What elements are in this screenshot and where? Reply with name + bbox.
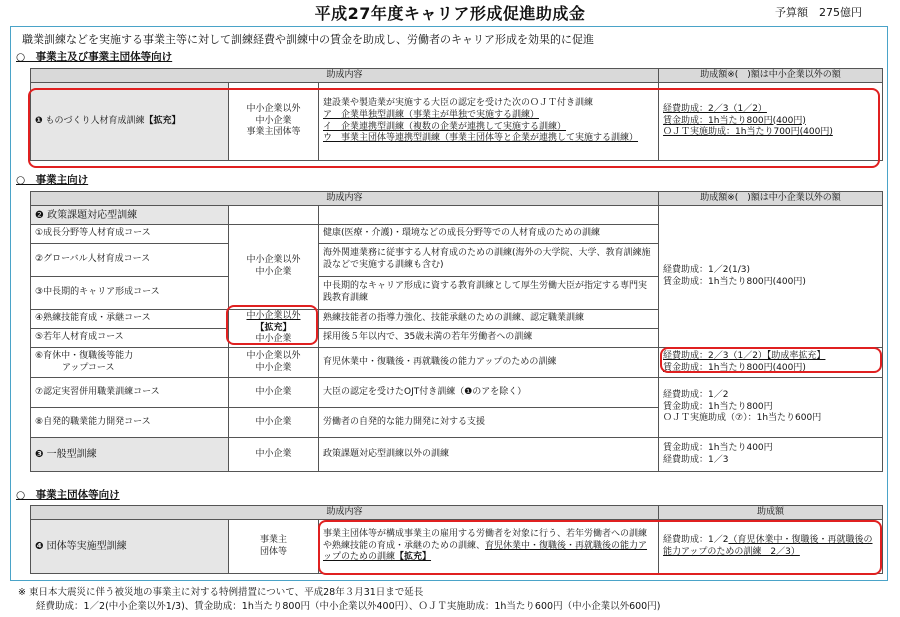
course-name: ①成長分野等人材育成コース (31, 225, 229, 244)
group-title: ❷ 政策課題対応型訓練 (31, 206, 229, 225)
course-content: 大臣の認定を受けたOJT付き訓練（❶のアを除く） (319, 378, 659, 408)
general-amount: 賃金助成：1h当たり400円 経費助成：1／3 (659, 438, 883, 472)
target-cell: 中小企業 (229, 438, 319, 472)
course-name: ⑧自発的職業能力開発コース (31, 408, 229, 438)
group-training-name: ❹ 団体等実施型訓練 (31, 520, 229, 574)
budget-label: 予算額 275億円 (775, 6, 862, 19)
intro-text: 職業訓練などを実施する事業主等に対して訓練経費や訓練中の賃金を助成し、労働者のキャリア形成を効果的に促進 (22, 33, 594, 46)
course-content: 育児休業中・復職後・再就職後の能力アップのための訓練 (319, 348, 659, 378)
section-heading-employers-and-groups: ○ 事業主及び事業主団体等向け (16, 51, 173, 63)
target-cell: 中小企業以外 【拡充】 中小企業 (229, 310, 319, 348)
course-content: 健康(医療・介護)・環境などの成長分野等での人材育成のための訓練 (319, 225, 659, 244)
section-heading-employer-groups: ○ 事業主団体等向け (16, 489, 120, 501)
course-name: ②グローバル人材育成コース (31, 244, 229, 277)
col-header-content: 助成内容 (31, 69, 659, 83)
col-header-content: 助成内容 (31, 192, 659, 206)
target-cell: 事業主 団体等 (229, 520, 319, 574)
group-training-amount: 経費助成：1／2（育児休業中・復職後・再就職後の能力アップのための訓練 2／3） (659, 520, 883, 574)
general-training-name: ❸ 一般型訓練 (31, 438, 229, 472)
target-cell: 中小企業以外 中小企業 (229, 348, 319, 378)
col-header-amount: 助成額 (659, 506, 883, 520)
course-name: ④熟練技能育成・承継コース (31, 310, 229, 329)
footnote-line-2: 経費助成：1／2(中小企業以外1/3)、賃金助成：1h当たり800円（中小企業以外400円）、ＯＪＴ実施助成：1h当たり600円（中小企業以外600円) (36, 601, 661, 612)
course-name: ③中長期的キャリア形成コース (31, 277, 229, 310)
course-content: 熟練技能者の指導力強化、技能承継のための訓練、認定職業訓練 (319, 310, 659, 329)
target-cell: 中小企業 (229, 378, 319, 408)
general-content: 政策課題対応型訓練以外の訓練 (319, 438, 659, 472)
program-content: 建設業や製造業が実施する大臣の認定を受けた次のＯＪＴ付き訓練 ア 企業単独型訓練（事業主が単独で実施する訓練） イ 企業連携型訓練（複数の企業が連携して実施する訓練） ウ 事業主団体等連携型訓練（事業主団体等と企業が連携して実施する訓練） (319, 83, 659, 161)
course-content: 中長期的なキャリア形成に資する教育訓練として厚生労働大臣が指定する専門実践教育訓練 (319, 277, 659, 310)
program-amount: 経費助成：2／3（1／2） 賃金助成：1h当たり800円(400円) ＯＪＴ実施助成：1h当たり700円(400円) (659, 83, 883, 161)
program-name: ❶ ものづくり人材育成訓練【拡充】 (31, 83, 229, 161)
amount-c: 経費助成：1／2 賃金助成：1h当たり800円 ＯＪＴ実施助成（⑦）：1h当たり600円 (659, 378, 883, 438)
footnote-line-1: ※ 東日本大震災に伴う被災地の事業主に対する特例措置について、平成28年３月31日まで延長 (18, 587, 424, 598)
section1-table (30, 68, 883, 161)
group-training-content: 事業主団体等が構成事業主の雇用する労働者を対象に行う、若年労働者への訓練や熟練技能の育成・承継のための訓練、育児休業中・復職後・再就職後の能力アップのための訓練【拡充】 (319, 520, 659, 574)
amount-b: 経費助成：2／3（1／2）【助成率拡充】 賃金助成：1h当たり800円(400円) (659, 348, 883, 378)
course-content: 労働者の自発的な能力開発に対する支援 (319, 408, 659, 438)
course-content: 採用後５年以内で、35歳未満の若年労働者への訓練 (319, 329, 659, 348)
amount-a: 経費助成：1／2(1/3) 賃金助成：1h当たり800円(400円) (659, 206, 883, 348)
section3-table (30, 505, 883, 574)
course-content: 海外関連業務に従事する人材育成のための訓練(海外の大学院、大学、教育訓練施設などで実施する訓練も含む) (319, 244, 659, 277)
section-heading-employers: ○ 事業主向け (16, 174, 89, 186)
page-title: 平成27年度キャリア形成促進助成金 (314, 4, 586, 23)
course-name: ⑦認定実習併用職業訓練コース (31, 378, 229, 408)
target-employers: 中小企業以外 中小企業 事業主団体等 (229, 83, 319, 161)
section2-table (30, 191, 883, 472)
target-cell: 中小企業以外 中小企業 (229, 225, 319, 310)
col-header-content: 助成内容 (31, 506, 659, 520)
target-cell: 中小企業 (229, 408, 319, 438)
col-header-amount: 助成額※( )額は中小企業以外の額 (659, 69, 883, 83)
course-name: ⑤若年人材育成コース (31, 329, 229, 348)
col-header-amount: 助成額※( )額は中小企業以外の額 (659, 192, 883, 206)
course-name: ⑥育休中・復職後等能力 アップコース (31, 348, 229, 378)
